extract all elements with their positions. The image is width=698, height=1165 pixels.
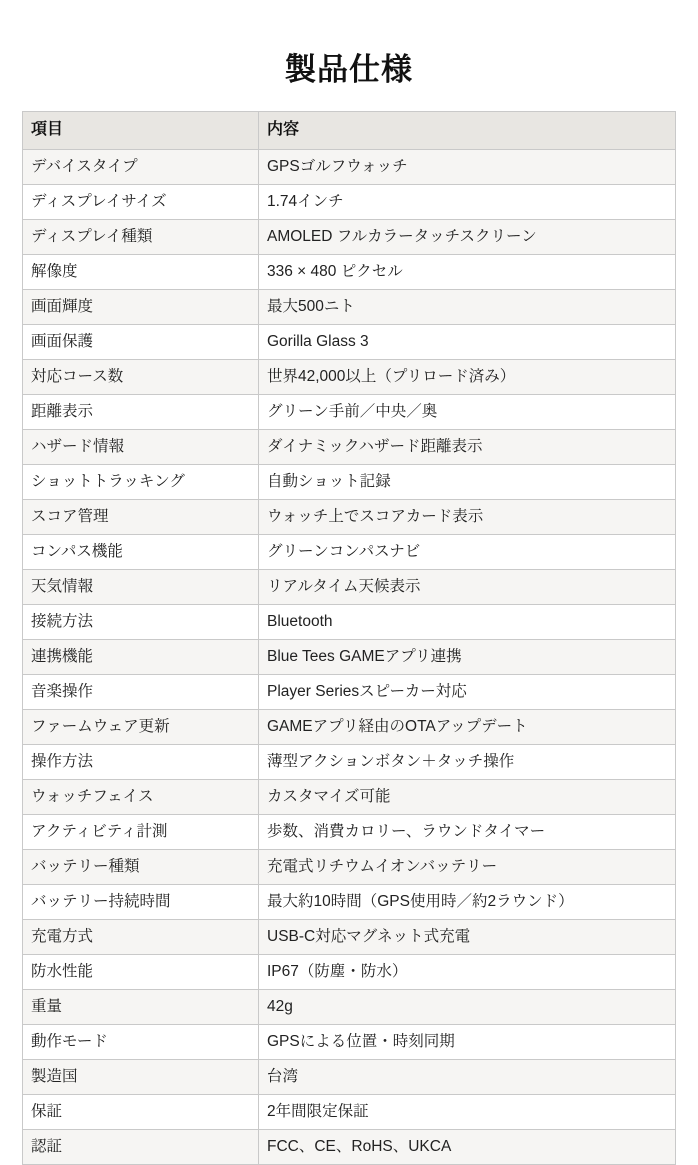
table-row — [23, 1095, 676, 1130]
table-row — [23, 1025, 676, 1060]
table-row — [23, 815, 676, 850]
table-row — [23, 325, 676, 360]
spec-value-cell: 歩数、消費カロリー、ラウンドタイマー — [259, 815, 676, 850]
spec-item-cell: バッテリー種類 — [23, 850, 259, 885]
table-header — [23, 112, 676, 150]
spec-value-cell: GPSゴルフウォッチ — [259, 150, 676, 185]
table-row — [23, 360, 676, 395]
spec-item-cell: バッテリー持続時間 — [23, 885, 259, 920]
table-row — [23, 255, 676, 290]
spec-value-cell: Bluetooth — [259, 605, 676, 640]
spec-item-cell: 音楽操作 — [23, 675, 259, 710]
spec-value-cell: USB-C対応マグネット式充電 — [259, 920, 676, 955]
column-header-item: 項目 — [23, 112, 259, 150]
spec-value-cell: カスタマイズ可能 — [259, 780, 676, 815]
spec-item-cell: 対応コース数 — [23, 360, 259, 395]
table-row — [23, 1130, 676, 1165]
spec-value-cell: 最大約10時間（GPS使用時／約2ラウンド） — [259, 885, 676, 920]
table-row — [23, 1060, 676, 1095]
table-row — [23, 465, 676, 500]
spec-item-cell: 認証 — [23, 1130, 259, 1165]
spec-value-cell: 台湾 — [259, 1060, 676, 1095]
table-row — [23, 780, 676, 815]
spec-value-cell: 42g — [259, 990, 676, 1025]
product-specification-table — [22, 111, 676, 1165]
spec-item-cell: 画面保護 — [23, 325, 259, 360]
spec-value-cell: AMOLED フルカラータッチスクリーン — [259, 220, 676, 255]
spec-item-cell: 画面輝度 — [23, 290, 259, 325]
spec-item-cell: ハザード情報 — [23, 430, 259, 465]
page-title: 製品仕様 — [285, 52, 413, 87]
spec-item-cell: 重量 — [23, 990, 259, 1025]
spec-item-cell: アクティビティ計測 — [23, 815, 259, 850]
table-row — [23, 640, 676, 675]
spec-value-cell: 336 × 480 ピクセル — [259, 255, 676, 290]
spec-item-cell: ショットトラッキング — [23, 465, 259, 500]
spec-item-cell: ディスプレイサイズ — [23, 185, 259, 220]
table-header-row — [23, 112, 676, 150]
spec-value-cell: 薄型アクションボタン＋タッチ操作 — [259, 745, 676, 780]
spec-value-cell: IP67（防塵・防水） — [259, 955, 676, 990]
spec-value-cell: Blue Tees GAMEアプリ連携 — [259, 640, 676, 675]
table-row — [23, 885, 676, 920]
table-row — [23, 605, 676, 640]
spec-value-cell: 自動ショット記録 — [259, 465, 676, 500]
spec-value-cell: Player Seriesスピーカー対応 — [259, 675, 676, 710]
spec-value-cell: 最大500ニト — [259, 290, 676, 325]
table-row — [23, 990, 676, 1025]
spec-item-cell: コンパス機能 — [23, 535, 259, 570]
spec-item-cell: 製造国 — [23, 1060, 259, 1095]
spec-item-cell: ファームウェア更新 — [23, 710, 259, 745]
spec-value-cell: GAMEアプリ経由のOTAアップデート — [259, 710, 676, 745]
spec-item-cell: 防水性能 — [23, 955, 259, 990]
spec-value-cell: FCC、CE、RoHS、UKCA — [259, 1130, 676, 1165]
table-row — [23, 955, 676, 990]
spec-value-cell: Gorilla Glass 3 — [259, 325, 676, 360]
spec-item-cell: デバイスタイプ — [23, 150, 259, 185]
table-row — [23, 850, 676, 885]
spec-item-cell: 接続方法 — [23, 605, 259, 640]
spec-value-cell: グリーンコンパスナビ — [259, 535, 676, 570]
spec-item-cell: 動作モード — [23, 1025, 259, 1060]
spec-item-cell: ディスプレイ種類 — [23, 220, 259, 255]
spec-item-cell: 連携機能 — [23, 640, 259, 675]
table-body — [23, 150, 676, 1165]
spec-item-cell: 天気情報 — [23, 570, 259, 605]
spec-value-cell: 世界42,000以上（プリロード済み） — [259, 360, 676, 395]
spec-item-cell: スコア管理 — [23, 500, 259, 535]
spec-value-cell: GPSによる位置・時刻同期 — [259, 1025, 676, 1060]
spec-item-cell: 距離表示 — [23, 395, 259, 430]
table-row — [23, 570, 676, 605]
table-row — [23, 745, 676, 780]
table-row — [23, 185, 676, 220]
spec-item-cell: 保証 — [23, 1095, 259, 1130]
column-header-value: 内容 — [259, 112, 676, 150]
spec-value-cell: ダイナミックハザード距離表示 — [259, 430, 676, 465]
spec-value-cell: 2年間限定保証 — [259, 1095, 676, 1130]
spec-value-cell: リアルタイム天候表示 — [259, 570, 676, 605]
table-row — [23, 710, 676, 745]
table-row — [23, 675, 676, 710]
table-row — [23, 500, 676, 535]
table-row — [23, 395, 676, 430]
table-row — [23, 150, 676, 185]
table-row — [23, 430, 676, 465]
table-row — [23, 920, 676, 955]
spec-value-cell: 1.74インチ — [259, 185, 676, 220]
spec-item-cell: ウォッチフェイス — [23, 780, 259, 815]
table-row — [23, 220, 676, 255]
spec-value-cell: 充電式リチウムイオンバッテリー — [259, 850, 676, 885]
spec-item-cell: 充電方式 — [23, 920, 259, 955]
spec-value-cell: ウォッチ上でスコアカード表示 — [259, 500, 676, 535]
spec-value-cell: グリーン手前／中央／奥 — [259, 395, 676, 430]
spec-item-cell: 解像度 — [23, 255, 259, 290]
spec-item-cell: 操作方法 — [23, 745, 259, 780]
table-row — [23, 535, 676, 570]
table-row — [23, 290, 676, 325]
